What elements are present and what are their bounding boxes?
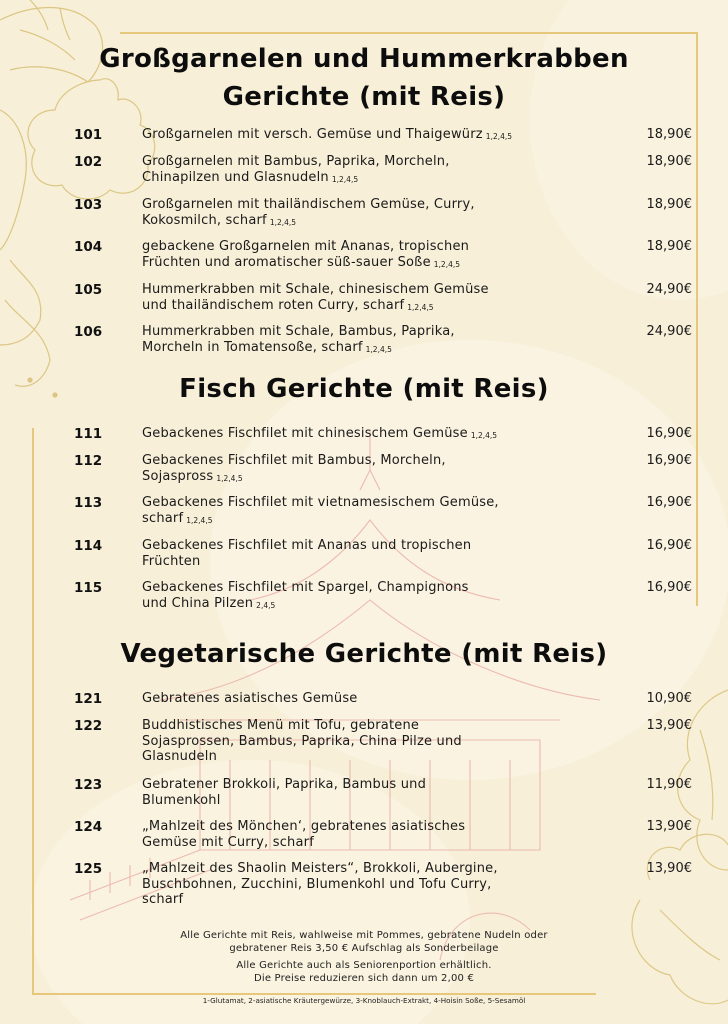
item-description: Hummerkrabben mit Schale, Bambus, Paprika, Morcheln in Tomatensoße, scharf 1,2,4,5 [142,324,455,355]
item-price: 18,90€ [646,197,692,212]
item-price: 13,90€ [646,718,692,733]
item-price: 13,90€ [646,861,692,876]
section-title-fish: Fisch Gerichte (mit Reis) [179,374,549,404]
section-title-prawns [0,42,728,76]
item-price: 11,90€ [646,777,692,792]
item-price: 18,90€ [646,154,692,169]
item-description: Buddhistisches Menü mit Tofu, gebratene Sojasprossen, Bambus, Paprika, China Pilze und Glasnudeln [142,718,462,764]
item-price: 18,90€ [646,127,692,142]
item-number: 125 [74,861,103,877]
item-number: 124 [74,819,103,835]
item-price: 16,90€ [646,426,692,441]
item-description: Gebratenes asiatisches Gemüse [142,691,358,706]
item-price: 16,90€ [646,453,692,468]
item-description: Gebackenes Fischfilet mit Spargel, Champignons und China Pilzen 2,4,5 [142,580,469,611]
item-price: 10,90€ [646,691,692,706]
item-number: 104 [74,239,103,255]
item-allergens: 1,2,4,5 [365,344,392,354]
item-description: Hummerkrabben mit Schale, chinesischem Gemüse und thailändischem roten Curry, scharf 1,2,4,5 [142,282,489,313]
item-description: gebackene Großgarnelen mit Ananas, tropischen Früchten und aromatischer süß-sauer Soße 1,2,4,5 [142,239,470,270]
item-description: Großgarnelen mit Bambus, Paprika, Morcheln, Chinapilzen und Glasnudeln 1,2,4,5 [142,154,450,185]
item-number: 115 [74,580,103,596]
section-title-line1: Großgarnelen und Hummerkrabben [99,44,629,74]
item-description: Großgarnelen mit thailändischem Gemüse, Curry, Kokosmilch, scharf 1,2,4,5 [142,197,475,228]
item-number: 112 [74,453,103,469]
item-description: Gebackenes Fischfilet mit Bambus, Morcheln, Sojaspross 1,2,4,5 [142,453,446,484]
item-price: 24,90€ [646,324,692,339]
section-title-vegetarian: Vegetarische Gerichte (mit Reis) [120,639,608,669]
item-allergens: 1,2,4,5 [485,132,513,141]
item-description: Gebackenes Fischfilet mit vietnamesischem Gemüse, scharf 1,2,4,5 [142,495,499,526]
item-price: 16,90€ [646,580,692,595]
item-number: 106 [74,324,103,340]
item-description: Gebackenes Fischfilet mit Ananas und tropischen Früchten [142,538,472,569]
item-number: 113 [74,495,103,511]
section-title-prawns-line2: Gerichte (mit Reis) [222,82,506,112]
item-description: „Mahlzeit des Mönchen‘, gebratenes asiatisches Gemüse mit Curry, scharf [142,819,466,850]
item-description: Großgarnelen mit versch. Gemüse und Thaigewürz 1,2,4,5 [142,127,513,142]
item-allergens: 1,2,4,5 [470,431,498,440]
side-dish-note: Alle Gerichte mit Reis, wahlweise mit Pommes, gebratene Nudeln oder gebratener Reis 3,50 € Aufschlag als Sonderbeilage [180,930,548,954]
item-number: 122 [74,718,103,734]
item-allergens: 1,2,4,5 [407,302,434,312]
item-number: 111 [74,426,103,442]
item-description: Gebratener Brokkoli, Paprika, Bambus und Blumenkohl [142,777,427,808]
item-allergens: 1,2,4,5 [433,259,461,269]
item-allergens: 2,4,5 [256,600,276,610]
allergen-legend: 1-Glutamat, 2-asiatische Kräutergewürze, 3-Knoblauch-Extrakt, 4-Hoisin Soße, 5-Sesamöl [202,996,526,1005]
item-number: 114 [74,538,103,554]
item-allergens: 1,2,4,5 [186,515,213,525]
item-price: 18,90€ [646,239,692,254]
item-allergens: 1,2,4,5 [331,174,359,184]
item-allergens: 1,2,4,5 [269,217,297,227]
item-allergens: 1,2,4,5 [216,473,243,483]
item-price: 16,90€ [646,495,692,510]
item-number: 101 [74,127,103,143]
item-number: 103 [74,197,103,213]
item-price: 13,90€ [646,819,692,834]
item-number: 105 [74,282,103,298]
item-price: 16,90€ [646,538,692,553]
item-number: 121 [74,691,103,707]
item-description: Gebackenes Fischfilet mit chinesischem Gemüse 1,2,4,5 [142,426,498,441]
item-number: 102 [74,154,103,170]
senior-portion-note: Alle Gerichte auch als Seniorenportion erhältlich. Die Preise reduzieren sich dann um 2,00 € [236,960,492,984]
item-price: 24,90€ [646,282,692,297]
item-description: „Mahlzeit des Shaolin Meisters“, Brokkoli, Aubergine, Buschbohnen, Zucchini, Blumenkohl und Tofu Curry, scharf [142,861,498,907]
item-number: 123 [74,777,103,793]
